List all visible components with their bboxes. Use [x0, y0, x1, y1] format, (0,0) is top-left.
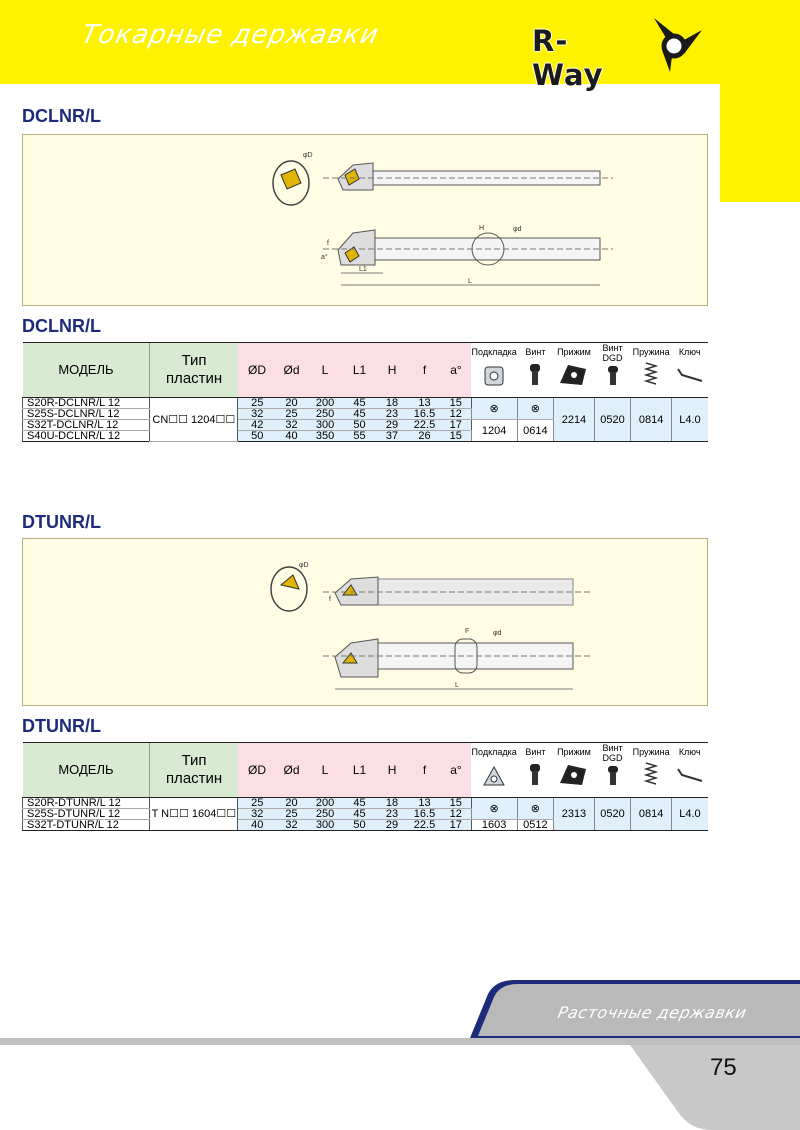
cell-D: 25 — [238, 398, 277, 409]
cell-f: 22.5 — [408, 820, 440, 831]
cell-D: 42 — [238, 420, 277, 431]
insert-type: CN☐☐ 1204☐☐ — [150, 398, 238, 442]
row-model: S32T-DTUNR/L 12 — [23, 820, 150, 831]
shim-none: ⊗ — [471, 398, 517, 420]
cell-d: 20 — [276, 398, 306, 409]
cell-L: 200 — [307, 798, 344, 809]
label-L: L — [455, 682, 459, 689]
screw-dgd-icon — [605, 765, 621, 787]
cell-d: 32 — [276, 820, 306, 831]
cell-H: 29 — [376, 820, 408, 831]
cell-D: 32 — [238, 409, 277, 420]
col-screw-dgd-label: Винт DGD — [602, 743, 623, 763]
cell-d: 20 — [276, 798, 306, 809]
cell-L: 250 — [307, 809, 344, 820]
clamp-value: 2214 — [554, 398, 595, 442]
screw-dgd-value: 0520 — [594, 398, 631, 442]
spec-table-dtunr — [22, 742, 708, 831]
spring-value: 0814 — [631, 798, 672, 831]
clamp-icon — [558, 361, 590, 387]
label-f: f — [327, 240, 329, 247]
label-phid: φd — [493, 630, 502, 637]
col-key-label: Ключ — [678, 347, 701, 357]
cell-L: 300 — [307, 420, 344, 431]
shim-value: 1204 — [471, 420, 517, 442]
col-model: МОДЕЛЬ — [23, 743, 150, 798]
col-L1: L1 — [343, 343, 375, 398]
label-phiD: φD — [299, 562, 309, 569]
cell-a: 15 — [441, 431, 471, 442]
header-side-bar — [720, 84, 800, 202]
label-L: L — [468, 278, 472, 285]
spring-icon — [644, 761, 658, 787]
cell-d: 25 — [276, 409, 306, 420]
spring-icon — [644, 361, 658, 387]
clamp-icon — [558, 761, 590, 787]
table-row — [23, 398, 709, 409]
header-title: Токарные державки — [78, 20, 382, 50]
col-D: ØD — [238, 743, 277, 798]
row-model: S40U-DCLNR/L 12 — [23, 431, 150, 442]
col-spring-label: Пружина — [632, 747, 670, 757]
page-header — [0, 0, 800, 92]
screw-icon — [527, 763, 543, 787]
cell-d: 40 — [276, 431, 306, 442]
col-type — [150, 343, 238, 398]
col-D: ØD — [238, 343, 277, 398]
row-model: S25S-DCLNR/L 12 — [23, 409, 150, 420]
cell-d: 25 — [276, 809, 306, 820]
insert-type: T N☐☐ 1604☐☐ — [150, 798, 238, 831]
screw-value: 0614 — [517, 420, 554, 442]
row-model: S25S-DTUNR/L 12 — [23, 809, 150, 820]
col-f: f — [408, 743, 440, 798]
shim-icon — [483, 365, 505, 387]
cell-D: 50 — [238, 431, 277, 442]
col-L1: L1 — [343, 743, 375, 798]
cell-H: 23 — [376, 809, 408, 820]
row-model: S32T-DCLNR/L 12 — [23, 420, 150, 431]
cell-H: 37 — [376, 431, 408, 442]
drawing-dtunr — [22, 538, 708, 706]
label-H: H — [479, 225, 485, 232]
label-F: F — [465, 628, 470, 635]
col-screw — [517, 343, 554, 398]
label-f: f — [329, 596, 331, 603]
col-d: Ød — [276, 343, 306, 398]
col-key-label: Ключ — [678, 747, 701, 757]
footer-section-name: Расточные державки — [555, 1003, 749, 1022]
cell-D: 40 — [238, 820, 277, 831]
col-key — [671, 743, 708, 798]
cell-L: 350 — [307, 431, 344, 442]
label-a: a° — [321, 254, 328, 261]
col-d: Ød — [276, 743, 306, 798]
cell-a: 17 — [441, 420, 471, 431]
drawing-dclnr — [22, 134, 708, 306]
col-type-label: Тип пластин — [165, 352, 223, 387]
col-spring — [631, 343, 672, 398]
screw-icon — [527, 363, 543, 387]
col-shim-label: Подкладка — [471, 347, 517, 357]
col-screw-dgd — [594, 743, 631, 798]
col-key — [671, 343, 708, 398]
cell-L1: 55 — [343, 431, 375, 442]
col-a: a° — [441, 743, 471, 798]
col-clamp — [554, 343, 595, 398]
cell-f: 13 — [408, 398, 440, 409]
col-L: L — [307, 343, 344, 398]
page-number: 75 — [710, 1054, 737, 1081]
shim-value: 1603 — [471, 820, 517, 831]
col-model: МОДЕЛЬ — [23, 343, 150, 398]
cell-L1: 50 — [343, 420, 375, 431]
cell-H: 23 — [376, 409, 408, 420]
label-L1: L1 — [359, 266, 367, 273]
col-clamp-label: Прижим — [557, 347, 591, 357]
clamp-value: 2313 — [554, 798, 595, 831]
col-screw — [517, 743, 554, 798]
col-type-label: Тип пластин — [165, 752, 223, 787]
cell-L1: 45 — [343, 798, 375, 809]
col-a: a° — [441, 343, 471, 398]
col-f: f — [408, 343, 440, 398]
col-spring-label: Пружина — [632, 347, 670, 357]
cell-L1: 45 — [343, 809, 375, 820]
col-clamp-label: Прижим — [557, 747, 591, 757]
cell-L: 300 — [307, 820, 344, 831]
cell-a: 17 — [441, 820, 471, 831]
col-screw-label: Винт — [525, 347, 546, 357]
cell-f: 13 — [408, 798, 440, 809]
table-title-dtunr: DTUNR/L — [22, 716, 101, 736]
cell-L1: 50 — [343, 820, 375, 831]
cell-f: 26 — [408, 431, 440, 442]
col-screw-dgd-label: Винт DGD — [602, 343, 623, 363]
spring-value: 0814 — [631, 398, 672, 442]
logo-text: R-Way — [532, 24, 604, 92]
cell-H: 18 — [376, 398, 408, 409]
col-clamp — [554, 743, 595, 798]
cell-a: 12 — [441, 809, 471, 820]
section-title-dclnr: DCLNR/L — [22, 106, 101, 126]
cell-a: 15 — [441, 798, 471, 809]
logo-shuriken-icon — [644, 14, 704, 74]
row-model: S20R-DCLNR/L 12 — [23, 398, 150, 409]
cell-a: 12 — [441, 409, 471, 420]
col-screw-label: Винт — [525, 747, 546, 757]
cell-f: 16.5 — [408, 809, 440, 820]
screw-dgd-icon — [605, 365, 621, 387]
cell-L: 250 — [307, 409, 344, 420]
cell-L1: 45 — [343, 398, 375, 409]
cell-H: 18 — [376, 798, 408, 809]
col-H: H — [376, 343, 408, 398]
cell-H: 29 — [376, 420, 408, 431]
triangle-shim-icon — [482, 765, 506, 787]
key-value: L4.0 — [671, 798, 708, 831]
screw-none: ⊗ — [517, 398, 554, 420]
table-title-dclnr: DCLNR/L — [22, 316, 101, 336]
cell-L: 200 — [307, 398, 344, 409]
col-shim — [471, 743, 517, 798]
tool-drawing-dclnr — [23, 135, 707, 305]
section-title-dtunr: DTUNR/L — [22, 512, 101, 532]
key-value: L4.0 — [671, 398, 708, 442]
tool-drawing-dtunr — [23, 539, 707, 705]
spec-table-dclnr — [22, 342, 708, 442]
cell-L1: 45 — [343, 409, 375, 420]
col-L: L — [307, 743, 344, 798]
cell-f: 22.5 — [408, 420, 440, 431]
col-type — [150, 743, 238, 798]
col-H: H — [376, 743, 408, 798]
cell-f: 16.5 — [408, 409, 440, 420]
hex-key-icon — [676, 765, 704, 785]
cell-a: 15 — [441, 398, 471, 409]
screw-value: 0512 — [517, 820, 554, 831]
screw-dgd-value: 0520 — [594, 798, 631, 831]
col-shim — [471, 343, 517, 398]
screw-none: ⊗ — [517, 798, 554, 820]
col-screw-dgd — [594, 343, 631, 398]
cell-d: 32 — [276, 420, 306, 431]
cell-D: 32 — [238, 809, 277, 820]
col-spring — [631, 743, 672, 798]
cell-D: 25 — [238, 798, 277, 809]
col-shim-label: Подкладка — [471, 747, 517, 757]
label-phid: φd — [513, 226, 522, 233]
row-model: S20R-DTUNR/L 12 — [23, 798, 150, 809]
hex-key-icon — [676, 365, 704, 385]
shim-none: ⊗ — [471, 798, 517, 820]
label-phiD: φD — [303, 152, 313, 159]
table-row — [23, 798, 709, 809]
